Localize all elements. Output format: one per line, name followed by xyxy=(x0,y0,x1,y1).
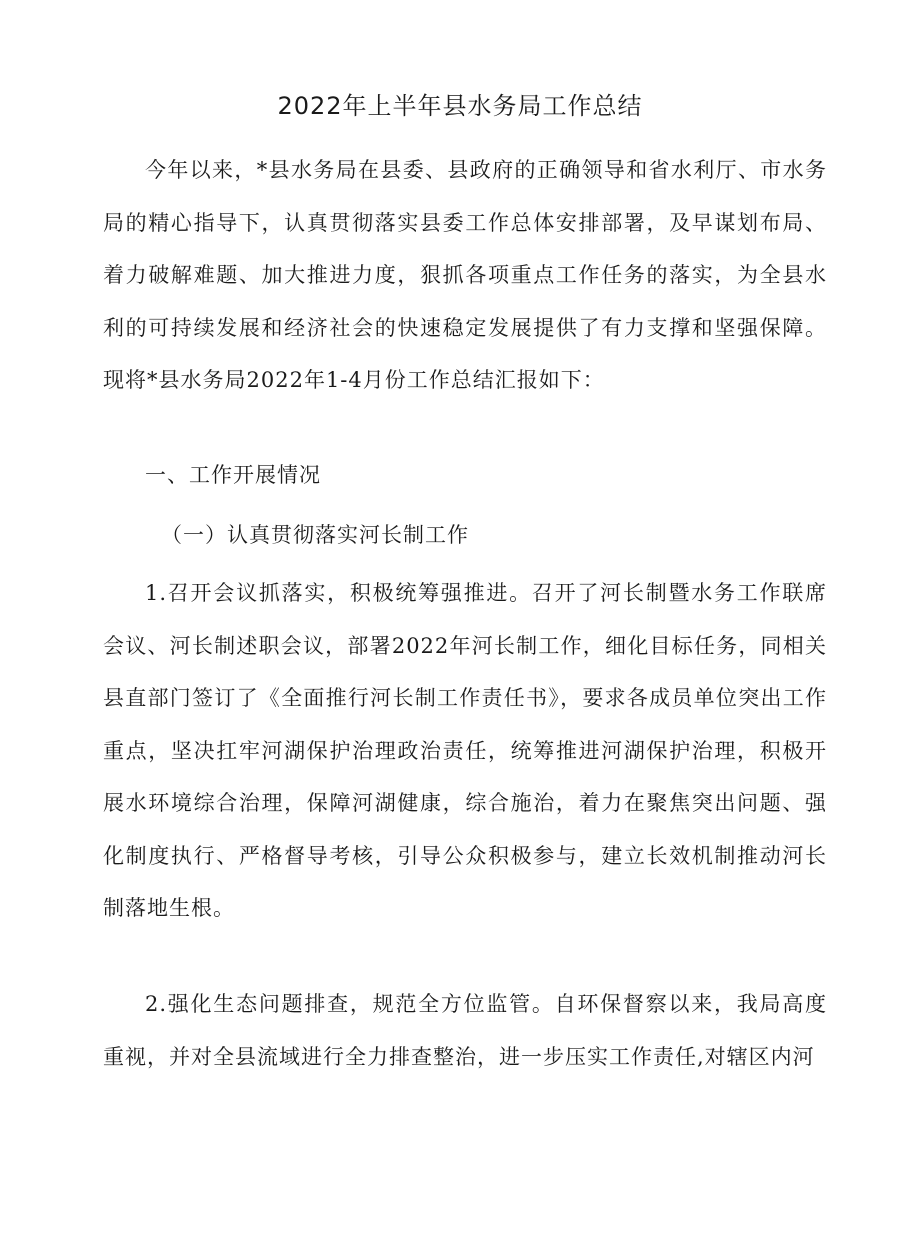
body-paragraph-1: 1.召开会议抓落实，积极统筹强推进。召开了河长制暨水务工作联席会议、河长制述职会议，部署2022年河长制工作，细化目标任务，同相关县直部门签订了《全面推行河长制工作责任书》，要求各成员单位突出工作重点，坚决扛牢河湖保护治理政治责任，统筹推进河湖保护治理，积极开展水环境综合治理，保障河湖健康，综合施治，着力在聚焦突出问题、强化制度执行、严格督导考核，引导公众积极参与，建立长效机制推动河长制落地生根。 xyxy=(103,581,827,920)
document-title: 2022年上半年县水务局工作总结 xyxy=(277,92,643,120)
body-paragraph-2: 2.强化生态问题排查，规范全方位监管。自环保督察以来，我局高度重视，并对全县流域进行全力排查整治，进一步压实工作责任,对辖区内河 xyxy=(103,992,827,1069)
subsection-heading: （一）认真贯彻落实河长制工作 xyxy=(161,523,469,547)
intro-paragraph: 今年以来，*县水务局在县委、县政府的正确领导和省水利厅、市水务局的精心指导下，认真贯彻落实县委工作总体安排部署，及早谋划布局、着力破解难题、加大推进力度，狠抓各项重点工作任务的落实，为全县水利的可持续发展和经济社会的快速稳定发展提供了有力支撑和坚强保障。现将*县水务局2022年1-4月份工作总结汇报如下： xyxy=(103,158,827,392)
section-heading: 一、工作开展情况 xyxy=(145,463,321,487)
